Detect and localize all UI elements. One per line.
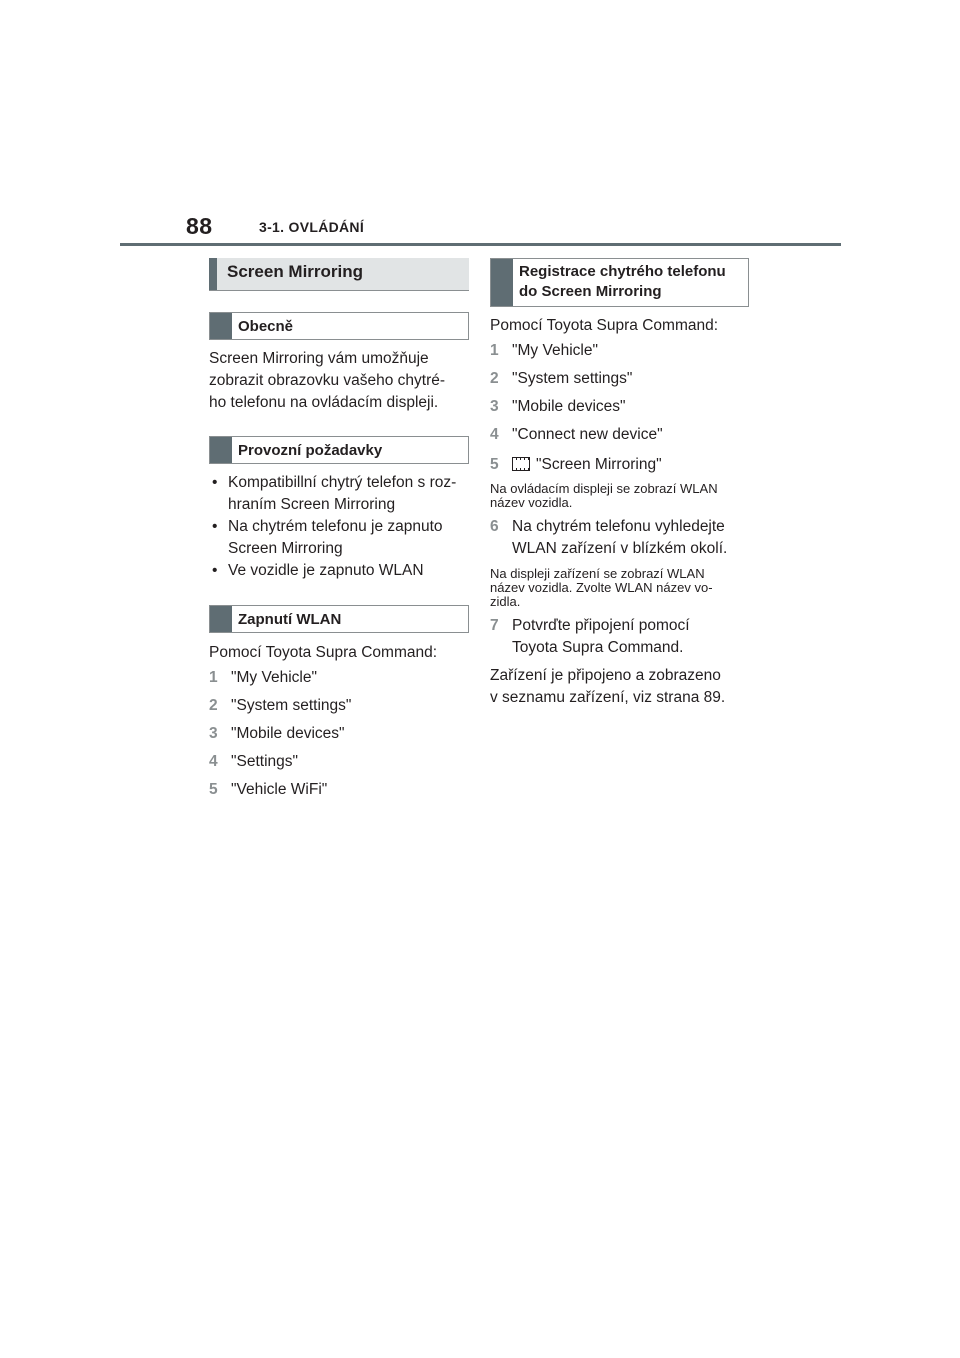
list-item: [209, 516, 469, 560]
registration-step-7: [490, 615, 749, 659]
subheading-zapnuti-wlan: [209, 605, 469, 633]
step-text: "System settings": [231, 697, 352, 714]
section-heading-screen-mirroring: [209, 258, 469, 291]
registration-steps: [490, 340, 749, 476]
step-text: "Mobile devices": [512, 398, 626, 415]
step-number: 5: [490, 456, 499, 473]
section-title: Screen Mirroring: [227, 262, 364, 281]
text-line: zidla.: [490, 594, 521, 609]
step-text: "Vehicle WiFi": [231, 781, 328, 798]
header-rule: [120, 243, 841, 246]
step: [490, 368, 749, 390]
step-text: "System settings": [512, 370, 633, 387]
page-number: 88: [186, 213, 213, 239]
step: [490, 454, 749, 476]
wlan-intro: Pomocí Toyota Supra Command:: [209, 644, 438, 661]
step: [209, 751, 469, 773]
step-text: "Connect new device": [512, 426, 663, 443]
subheading-provozni-pozadavky: [209, 436, 469, 464]
step: [490, 424, 749, 446]
note-display: [490, 482, 749, 510]
text-line: Na displeji zařízení se zobrazí WLAN: [490, 566, 705, 581]
step: [209, 723, 469, 745]
text-line: název vozidla. Zvolte WLAN název vo-: [490, 580, 713, 595]
wlan-steps: [209, 667, 469, 801]
heading-bar: [491, 259, 513, 306]
text-line: Na chytrém telefonu vyhledejte: [512, 518, 725, 535]
text-line: Screen Mirroring vám umožňuje: [209, 350, 429, 367]
step-text: "My Vehicle": [231, 669, 317, 686]
requirements-list: [209, 472, 469, 582]
subheading-title: Obecně: [238, 317, 294, 335]
screen-mirroring-icon: [512, 457, 530, 471]
registration-step-6: [490, 516, 749, 560]
right-column: [490, 258, 749, 709]
step: [490, 340, 749, 362]
text-line: Toyota Supra Command.: [512, 639, 684, 656]
step-number: 2: [490, 370, 499, 387]
obecne-paragraph: [209, 348, 469, 414]
list-item: [209, 560, 469, 582]
step-label: "Screen Mirroring": [536, 456, 662, 473]
step-number: 3: [209, 725, 218, 742]
text-line: Potvrďte připojení pomocí: [512, 617, 690, 634]
step: [490, 396, 749, 418]
running-head: 3-1. OVLÁDÁNÍ: [259, 219, 365, 235]
step: [209, 779, 469, 801]
text-line: v seznamu zařízení, viz strana 89.: [490, 689, 726, 706]
text-line: Registrace chytrého telefonu: [519, 263, 726, 280]
step-number: 7: [490, 617, 499, 634]
step-number: 1: [209, 669, 218, 686]
heading-bar: [210, 313, 232, 339]
text-line: název vozidla.: [490, 495, 573, 510]
text-line: Screen Mirroring: [228, 540, 343, 557]
text-line: ho telefonu na ovládacím displeji.: [209, 394, 439, 411]
step-number: 1: [490, 342, 499, 359]
left-column: [209, 258, 469, 801]
note-phone: [490, 567, 749, 609]
text-line: Na chytrém telefonu je zapnuto: [228, 518, 443, 535]
text-line: Ve vozidle je zapnuto WLAN: [228, 562, 424, 579]
step-text: [512, 454, 749, 476]
step-number: 5: [209, 781, 218, 798]
subheading-obecne: [209, 312, 469, 340]
heading-bar: [209, 258, 217, 290]
step: [490, 615, 749, 659]
step: [490, 516, 749, 560]
text-line: Na ovládacím displeji se zobrazí WLAN: [490, 481, 718, 496]
step-number: 6: [490, 518, 499, 535]
section-heading-registrace: [490, 258, 749, 307]
text-line: Kompatibillní chytrý telefon s roz-: [228, 474, 457, 491]
step-number: 2: [209, 697, 218, 714]
subheading-title: Zapnutí WLAN: [238, 610, 342, 628]
step-number: 4: [490, 426, 499, 443]
registration-intro: Pomocí Toyota Supra Command:: [490, 317, 719, 334]
heading-bar: [210, 606, 232, 632]
subheading-title: Provozní požadavky: [238, 441, 383, 459]
heading-bar: [210, 437, 232, 463]
text-line: do Screen Mirroring: [519, 283, 662, 300]
step-text: [512, 516, 749, 560]
result-paragraph: [490, 665, 749, 709]
step: [209, 695, 469, 717]
text-line: hraním Screen Mirroring: [228, 496, 396, 513]
text-line: Zařízení je připojeno a zobrazeno: [490, 667, 721, 684]
list-item: [209, 472, 469, 516]
section-title: [519, 259, 726, 306]
step-text: [512, 615, 749, 659]
step-number: 3: [490, 398, 499, 415]
text-line: zobrazit obrazovku vašeho chytré-: [209, 372, 446, 389]
step-text: "Mobile devices": [231, 725, 345, 742]
step-number: 4: [209, 753, 218, 770]
step: [209, 667, 469, 689]
step-text: "Settings": [231, 753, 299, 770]
text-line: WLAN zařízení v blízkém okolí.: [512, 540, 728, 557]
step-text: "My Vehicle": [512, 342, 598, 359]
